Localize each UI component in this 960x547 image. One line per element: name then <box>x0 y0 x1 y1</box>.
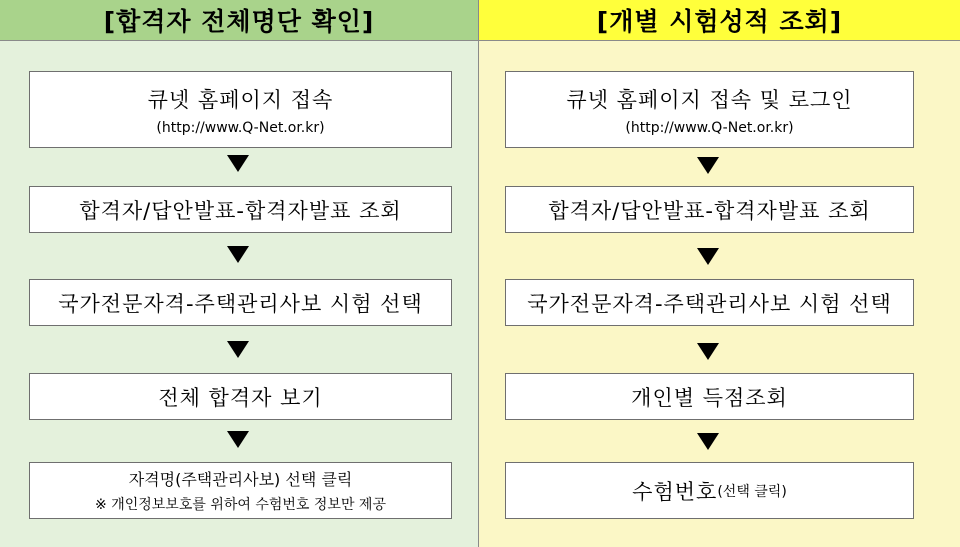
left-step-2-main: 합격자/답안발표-합격자발표 조회 <box>79 198 402 223</box>
right-arrow-1 <box>697 157 719 174</box>
right-arrow-3 <box>697 343 719 360</box>
right-step-5-note: (선택 클릭) <box>717 483 787 500</box>
right-step-2-main: 합격자/답안발표-합격자발표 조회 <box>548 198 871 223</box>
left-arrow-3 <box>227 341 249 358</box>
left-step-1-url: (http://www.Q-Net.or.kr) <box>156 119 325 136</box>
right-step-4 <box>505 373 914 420</box>
left-column <box>0 0 479 547</box>
right-column-header: [개별 시험성적 조회] <box>479 0 960 41</box>
right-step-5-main: 수험번호 <box>632 479 718 504</box>
left-step-5-line1: 자격명(주택관리사보) 선택 클릭 <box>128 470 353 489</box>
right-step-1-main: 큐넷 홈페이지 접속 및 로그인 <box>566 87 853 112</box>
left-step-3-main: 국가전문자격-주택관리사보 시험 선택 <box>58 291 423 316</box>
right-arrow-2 <box>697 248 719 265</box>
left-arrow-4 <box>227 431 249 448</box>
left-step-5 <box>29 462 452 519</box>
right-step-1 <box>505 71 914 148</box>
left-step-4-main: 전체 합격자 보기 <box>158 385 323 410</box>
left-step-5-note: ※ 개인정보보호를 위하여 수험번호 정보만 제공 <box>95 497 386 513</box>
left-step-2 <box>29 186 452 233</box>
right-step-3-main: 국가전문자격-주택관리사보 시험 선택 <box>527 291 892 316</box>
left-arrow-2 <box>227 246 249 263</box>
left-step-4 <box>29 373 452 420</box>
left-column-header: [합격자 전체명단 확인] <box>0 0 478 41</box>
left-step-1 <box>29 71 452 148</box>
left-step-1-main: 큐넷 홈페이지 접속 <box>147 87 334 112</box>
right-step-2 <box>505 186 914 233</box>
right-step-3 <box>505 279 914 326</box>
right-column <box>479 0 960 547</box>
right-arrow-4 <box>697 433 719 450</box>
right-step-5 <box>505 462 914 519</box>
left-step-3 <box>29 279 452 326</box>
right-step-1-url: (http://www.Q-Net.or.kr) <box>625 119 794 136</box>
left-arrow-1 <box>227 155 249 172</box>
right-step-4-main: 개인별 득점조회 <box>631 385 788 410</box>
